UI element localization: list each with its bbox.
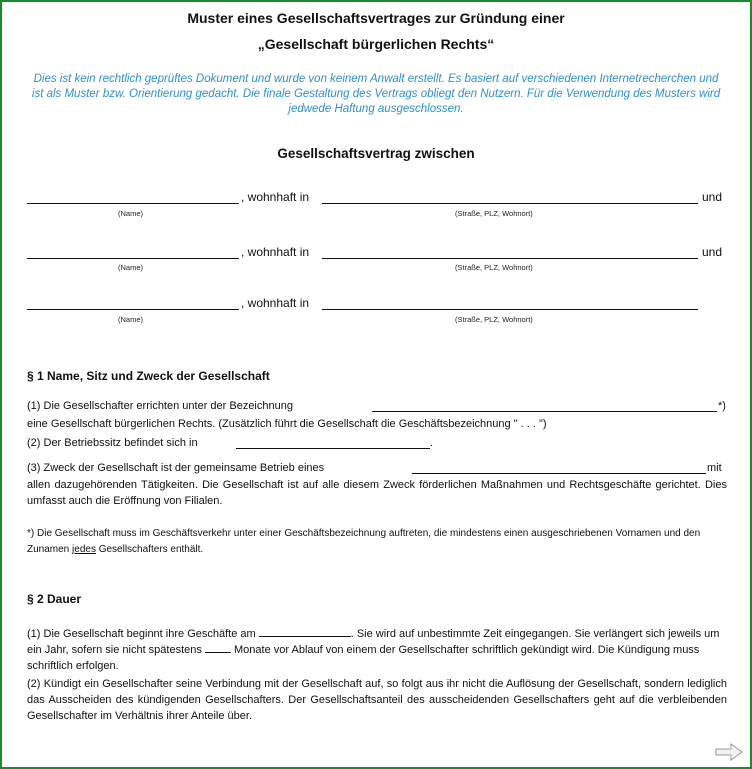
company-name-field[interactable]	[372, 411, 717, 412]
start-date-field[interactable]	[259, 626, 351, 637]
name-caption: (Name)	[118, 315, 144, 324]
business-purpose-field[interactable]	[412, 473, 706, 474]
party-name-field[interactable]	[27, 203, 239, 204]
document-title-line1: Muster eines Gesellschaftsvertrages zur Gründung einer	[187, 10, 565, 26]
conjunction-label: und	[702, 245, 723, 259]
party-address-field[interactable]	[322, 258, 698, 259]
address-caption: (Straße, PLZ, Wohnort)	[455, 315, 533, 324]
section-1-heading: § 1 Name, Sitz und Zweck der Gesellschaft	[27, 369, 270, 383]
resides-label: , wohnhaft in	[241, 245, 310, 259]
resides-label: , wohnhaft in	[241, 190, 310, 204]
section-2-paragraph-2: (2) Kündigt ein Gesellschafter seine Verbindung mit der Gesellschaft auf, so folgt aus ihr nicht die Auflösung der Gesellschaft, sondern lediglich das Ausscheiden des kündigenden Gesellschafters. Der Gesellschaftsanteil des ausscheidenden Gesellschafters geht auf die verbleibenden Gesellschafter im Verhältnis ihrer Anteile über.	[27, 678, 727, 722]
notice-months-field[interactable]	[205, 642, 231, 653]
conjunction-label: und	[702, 190, 723, 204]
disclaimer-text: Dies ist kein rechtlich geprüftes Dokument und wurde von keinem Anwalt erstellt. Es basiert auf verschiedenen Internetrecherchen und ist als Muster bzw. Orientierung gedacht. Die finale Gestaltung des Vertrags obliegt den Nutzern. Für die Verwendung des Musters wird jedwede Haftung ausgeschlossen.	[31, 73, 721, 115]
party-address-field[interactable]	[322, 203, 698, 204]
address-caption: (Straße, PLZ, Wohnort)	[455, 263, 533, 272]
emphasis-text: jedes	[72, 544, 96, 555]
section-2-paragraph-1: (1) Die Gesellschaft beginnt ihre Geschäfte am . Sie wird auf unbestimmte Zeit eingegangen. Sie verlängert sich jeweils um ein Jahr, sofern sie nicht spätestens Monate vor Ablauf von einem der Gesellschafter schriftlich gekündigt wird. Die Kündigung muss schriftlich erfolgen.	[27, 628, 720, 672]
footnote: *) Die Gesellschaft muss im Geschäftsverkehr unter einer Geschäftsbezeichnung auftreten, die mindestens einen ausgeschriebenen Vornamen und den Zunamen jedes Gesellschafters enthält.	[27, 528, 701, 555]
name-caption: (Name)	[118, 263, 144, 272]
resides-label: , wohnhaft in	[241, 296, 310, 310]
business-location-field[interactable]	[236, 448, 430, 449]
party-address-field[interactable]	[322, 309, 698, 310]
section-2-heading: § 2 Dauer	[27, 592, 82, 606]
party-name-field[interactable]	[27, 309, 239, 310]
next-page-arrow-icon[interactable]	[714, 742, 744, 762]
party-name-field[interactable]	[27, 258, 239, 259]
contract-subtitle: Gesellschaftsvertrag zwischen	[277, 146, 475, 161]
name-caption: (Name)	[118, 209, 144, 218]
address-caption: (Straße, PLZ, Wohnort)	[455, 209, 533, 218]
document-title-line2: „Gesellschaft bürgerlichen Rechts“	[257, 36, 495, 52]
